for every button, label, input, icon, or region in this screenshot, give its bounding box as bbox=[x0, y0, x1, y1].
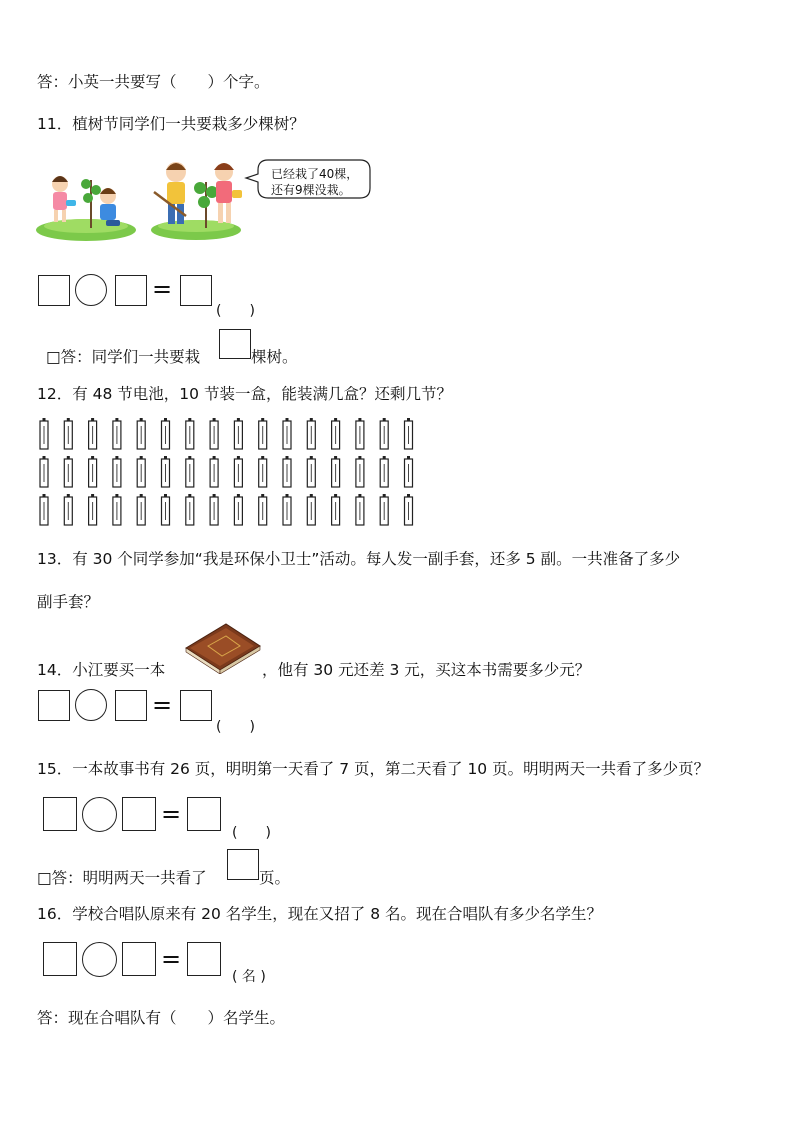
battery-icon bbox=[162, 418, 170, 449]
battery-icon bbox=[405, 456, 413, 487]
battery-icon bbox=[283, 494, 291, 525]
battery-icon bbox=[162, 494, 170, 525]
speech-line-2: 还有9棵没栽。 bbox=[271, 183, 351, 197]
q11-answer-prefix: □答：同学们一共要栽 bbox=[46, 348, 201, 366]
q15-result-box[interactable] bbox=[187, 797, 221, 831]
q11-operator-circle[interactable] bbox=[75, 274, 107, 306]
battery-icon bbox=[40, 418, 48, 449]
battery-icon bbox=[259, 456, 267, 487]
battery-icon bbox=[137, 494, 145, 525]
q11-unit-paren: ( ) bbox=[216, 303, 255, 319]
q15-answer-suffix: 页。 bbox=[259, 869, 291, 887]
q14-question-prefix: 14．小江要买一本 bbox=[37, 661, 166, 679]
battery-icon bbox=[259, 494, 267, 525]
battery-icon bbox=[356, 418, 364, 449]
battery-grid bbox=[36, 416, 426, 532]
speech-line-1: 已经栽了40棵， bbox=[271, 167, 359, 181]
battery-icon bbox=[307, 456, 315, 487]
battery-icon bbox=[210, 456, 218, 487]
battery-icon bbox=[186, 494, 194, 525]
battery-icon bbox=[137, 418, 145, 449]
battery-icon bbox=[234, 494, 242, 525]
q14-unit-paren: ( ) bbox=[216, 719, 255, 735]
q16-result-box[interactable] bbox=[187, 942, 221, 976]
q15-answer-box[interactable] bbox=[227, 849, 259, 880]
q11-operand-box-1[interactable] bbox=[38, 275, 70, 306]
q15-question: 15．一本故事书有 26 页，明明第一天看了 7 页，第二天看了 10 页。明明两天一共看了多少页？ bbox=[37, 760, 710, 778]
q16-unit-paren: ( 名 ) bbox=[232, 969, 266, 985]
battery-icon bbox=[89, 456, 97, 487]
battery-icon bbox=[137, 456, 145, 487]
q11-result-box[interactable] bbox=[180, 275, 212, 306]
q12-question: 12．有 48 节电池，10 节装一盒，能装满几盒？还剩几节？ bbox=[37, 385, 452, 403]
battery-icon bbox=[89, 418, 97, 449]
q11-equals-sign: = bbox=[152, 275, 173, 303]
q11-answer-suffix: 棵树。 bbox=[251, 348, 298, 366]
battery-icon bbox=[405, 494, 413, 525]
battery-icon bbox=[307, 494, 315, 525]
q14-question-suffix: ，他有 30 元还差 3 元，买这本书需要多少元？ bbox=[262, 661, 591, 679]
q15-unit-paren: ( ) bbox=[232, 825, 271, 841]
battery-icon bbox=[405, 418, 413, 449]
battery-icon bbox=[64, 494, 72, 525]
q11-answer-box[interactable] bbox=[219, 329, 251, 359]
battery-icon bbox=[380, 494, 388, 525]
battery-icon bbox=[307, 418, 315, 449]
q14-operator-circle[interactable] bbox=[75, 689, 107, 721]
q14-operand-box-2[interactable] bbox=[115, 690, 147, 721]
q14-operand-box-1[interactable] bbox=[38, 690, 70, 721]
q16-operator-circle[interactable] bbox=[82, 942, 117, 977]
q16-question: 16．学校合唱队原来有 20 名学生，现在又招了 8 名。现在合唱队有多少名学生？ bbox=[37, 905, 603, 923]
q15-answer-prefix: □答：明明两天一共看了 bbox=[37, 869, 207, 887]
battery-icon bbox=[332, 494, 340, 525]
battery-icon bbox=[113, 418, 121, 449]
q16-operand-box-2[interactable] bbox=[122, 942, 156, 976]
battery-icon bbox=[380, 418, 388, 449]
q10-answer: 答：小英一共要写（ ）个字。 bbox=[37, 73, 270, 91]
battery-icon bbox=[234, 456, 242, 487]
battery-icon bbox=[356, 456, 364, 487]
battery-icon bbox=[64, 418, 72, 449]
q15-operand-box-1[interactable] bbox=[43, 797, 77, 831]
q16-answer: 答：现在合唱队有（ ）名学生。 bbox=[37, 1009, 286, 1027]
q15-operand-box-2[interactable] bbox=[122, 797, 156, 831]
q16-equals-sign: = bbox=[161, 945, 182, 973]
q13-question-line-1: 13．有 30 个同学参加“我是环保小卫士”活动。每人发一副手套，还多 5 副。一共准备了多少 bbox=[37, 550, 681, 568]
tree-planting-illustration bbox=[36, 150, 376, 242]
q14-equals-sign: = bbox=[152, 691, 173, 719]
battery-icon bbox=[40, 494, 48, 525]
q15-operator-circle[interactable] bbox=[82, 797, 117, 832]
q11-question: 11．植树节同学们一共要栽多少棵树？ bbox=[37, 115, 305, 133]
battery-icon bbox=[113, 494, 121, 525]
battery-icon bbox=[380, 456, 388, 487]
battery-icon bbox=[186, 456, 194, 487]
battery-icon bbox=[210, 494, 218, 525]
q15-equals-sign: = bbox=[161, 800, 182, 828]
q14-result-box[interactable] bbox=[180, 690, 212, 721]
battery-icon bbox=[234, 418, 242, 449]
battery-icon bbox=[332, 456, 340, 487]
battery-icon bbox=[332, 418, 340, 449]
battery-icon bbox=[64, 456, 72, 487]
battery-icon bbox=[89, 494, 97, 525]
battery-icon bbox=[356, 494, 364, 525]
q16-operand-box-1[interactable] bbox=[43, 942, 77, 976]
q13-question-line-2: 副手套？ bbox=[37, 593, 100, 611]
battery-icon bbox=[162, 456, 170, 487]
book-icon bbox=[182, 618, 262, 674]
battery-icon bbox=[259, 418, 267, 449]
battery-icon bbox=[113, 456, 121, 487]
battery-icon bbox=[210, 418, 218, 449]
battery-icon bbox=[283, 456, 291, 487]
q11-operand-box-2[interactable] bbox=[115, 275, 147, 306]
battery-icon bbox=[40, 456, 48, 487]
battery-icon bbox=[283, 418, 291, 449]
battery-icon bbox=[186, 418, 194, 449]
